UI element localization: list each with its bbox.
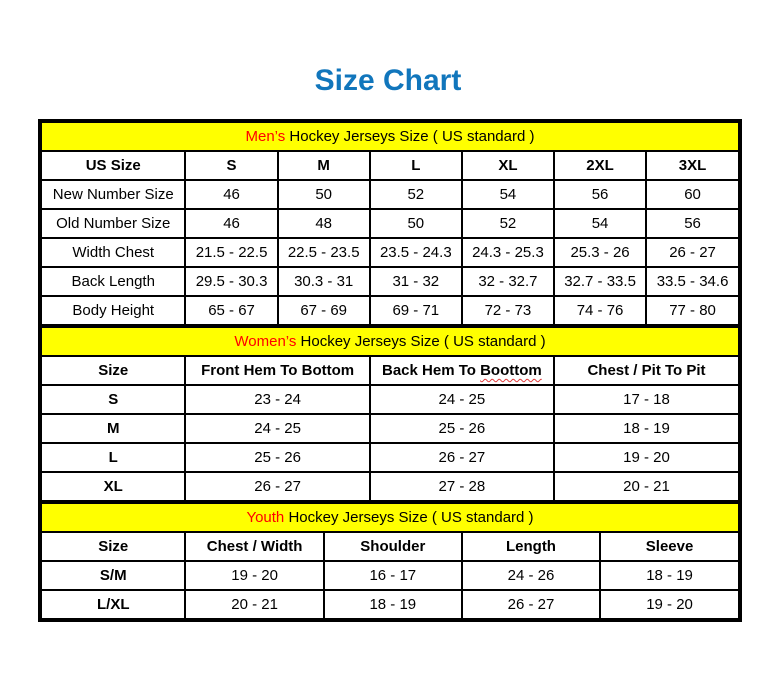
- column-header-s: S: [185, 151, 277, 180]
- table-row: [41, 472, 739, 501]
- table-cell: 52: [370, 180, 462, 209]
- column-header-chest-pit: Chest / Pit To Pit: [554, 356, 739, 385]
- table-cell: 20 - 21: [554, 472, 739, 501]
- table-cell: 25 - 26: [185, 443, 369, 472]
- womens-caption-rest: Hockey Jerseys Size ( US standard ): [296, 333, 546, 350]
- table-cell: 48: [278, 209, 370, 238]
- table-cell: 26 - 27: [370, 443, 554, 472]
- youth-header-row: [41, 532, 739, 561]
- table-cell: 32 - 32.7: [462, 267, 554, 296]
- table-cell: 30.3 - 31: [278, 267, 370, 296]
- column-header-front-hem: Front Hem To Bottom: [185, 356, 369, 385]
- table-cell: 33.5 - 34.6: [646, 267, 739, 296]
- table-cell: 24 - 25: [185, 414, 369, 443]
- table-cell: 60: [646, 180, 739, 209]
- table-cell: 16 - 17: [324, 561, 462, 590]
- table-cell: 19 - 20: [185, 561, 323, 590]
- table-cell: 24 - 26: [462, 561, 600, 590]
- table-cell: 77 - 80: [646, 296, 739, 325]
- table-row: [41, 561, 739, 590]
- column-header-size: Size: [41, 356, 185, 385]
- column-header-us-size: US Size: [41, 151, 185, 180]
- table-cell: 19 - 20: [554, 443, 739, 472]
- table-cell: 27 - 28: [370, 472, 554, 501]
- youth-caption-row: [41, 503, 739, 532]
- column-header-sleeve: Sleeve: [600, 532, 739, 561]
- row-label: New Number Size: [41, 180, 185, 209]
- youth-section-caption: [41, 503, 739, 532]
- mens-size-table: [40, 121, 740, 326]
- table-cell: 24.3 - 25.3: [462, 238, 554, 267]
- table-cell: 23 - 24: [185, 385, 369, 414]
- table-cell: 46: [185, 209, 277, 238]
- table-cell: 52: [462, 209, 554, 238]
- row-label: L/XL: [41, 590, 185, 619]
- table-cell: 56: [554, 180, 646, 209]
- column-header-shoulder: Shoulder: [324, 532, 462, 561]
- table-cell: 25 - 26: [370, 414, 554, 443]
- table-cell: 18 - 19: [554, 414, 739, 443]
- table-cell: 56: [646, 209, 739, 238]
- row-label: M: [41, 414, 185, 443]
- table-cell: 26 - 27: [646, 238, 739, 267]
- row-label: Body Height: [41, 296, 185, 325]
- table-cell: 67 - 69: [278, 296, 370, 325]
- womens-caption-highlight: Women’s: [234, 333, 297, 350]
- back-hem-misspelled-word: Boottom: [480, 362, 542, 379]
- youth-caption-rest: Hockey Jerseys Size ( US standard ): [284, 509, 534, 526]
- table-cell: 50: [278, 180, 370, 209]
- table-cell: 29.5 - 30.3: [185, 267, 277, 296]
- table-cell: 21.5 - 22.5: [185, 238, 277, 267]
- column-header-chest-width: Chest / Width: [185, 532, 323, 561]
- column-header-l: L: [370, 151, 462, 180]
- table-cell: 22.5 - 23.5: [278, 238, 370, 267]
- table-cell: 31 - 32: [370, 267, 462, 296]
- table-row: [41, 296, 739, 325]
- column-header-2xl: 2XL: [554, 151, 646, 180]
- table-row: [41, 267, 739, 296]
- table-cell: 72 - 73: [462, 296, 554, 325]
- table-cell: 20 - 21: [185, 590, 323, 619]
- back-hem-prefix: Back Hem To: [382, 362, 481, 379]
- row-label: Width Chest: [41, 238, 185, 267]
- table-cell: 74 - 76: [554, 296, 646, 325]
- womens-header-row: [41, 356, 739, 385]
- table-cell: 24 - 25: [370, 385, 554, 414]
- column-header-size: Size: [41, 532, 185, 561]
- youth-caption-highlight: Youth: [246, 509, 285, 526]
- table-cell: 26 - 27: [185, 472, 369, 501]
- table-row: [41, 180, 739, 209]
- row-label: XL: [41, 472, 185, 501]
- table-cell: 17 - 18: [554, 385, 739, 414]
- mens-caption-highlight: Men’s: [245, 128, 286, 145]
- mens-section-caption: [41, 122, 739, 151]
- row-label: S: [41, 385, 185, 414]
- mens-header-row: [41, 151, 739, 180]
- youth-size-table: [40, 502, 740, 620]
- womens-section-caption: [41, 327, 739, 356]
- mens-caption-rest: Hockey Jerseys Size ( US standard ): [285, 128, 535, 145]
- table-cell: 23.5 - 24.3: [370, 238, 462, 267]
- womens-size-table: [40, 326, 740, 502]
- size-chart-container: [38, 119, 742, 622]
- table-cell: 25.3 - 26: [554, 238, 646, 267]
- row-label: Old Number Size: [41, 209, 185, 238]
- table-cell: 46: [185, 180, 277, 209]
- table-cell: 32.7 - 33.5: [554, 267, 646, 296]
- row-label: L: [41, 443, 185, 472]
- row-label: Back Length: [41, 267, 185, 296]
- womens-caption-row: [41, 327, 739, 356]
- column-header-xl: XL: [462, 151, 554, 180]
- column-header-length: Length: [462, 532, 600, 561]
- table-cell: 50: [370, 209, 462, 238]
- table-cell: 18 - 19: [324, 590, 462, 619]
- table-cell: 26 - 27: [462, 590, 600, 619]
- row-label: S/M: [41, 561, 185, 590]
- table-row: [41, 385, 739, 414]
- table-cell: 18 - 19: [600, 561, 739, 590]
- mens-caption-row: [41, 122, 739, 151]
- table-row: [41, 590, 739, 619]
- column-header-back-hem: [370, 356, 554, 385]
- table-cell: 54: [554, 209, 646, 238]
- column-header-3xl: 3XL: [646, 151, 739, 180]
- page-title: Size Chart: [314, 64, 462, 97]
- table-row: [41, 238, 739, 267]
- table-cell: 19 - 20: [600, 590, 739, 619]
- table-cell: 69 - 71: [370, 296, 462, 325]
- table-row: [41, 209, 739, 238]
- table-row: [41, 414, 739, 443]
- table-cell: 65 - 67: [185, 296, 277, 325]
- column-header-m: M: [278, 151, 370, 180]
- table-cell: 54: [462, 180, 554, 209]
- table-row: [41, 443, 739, 472]
